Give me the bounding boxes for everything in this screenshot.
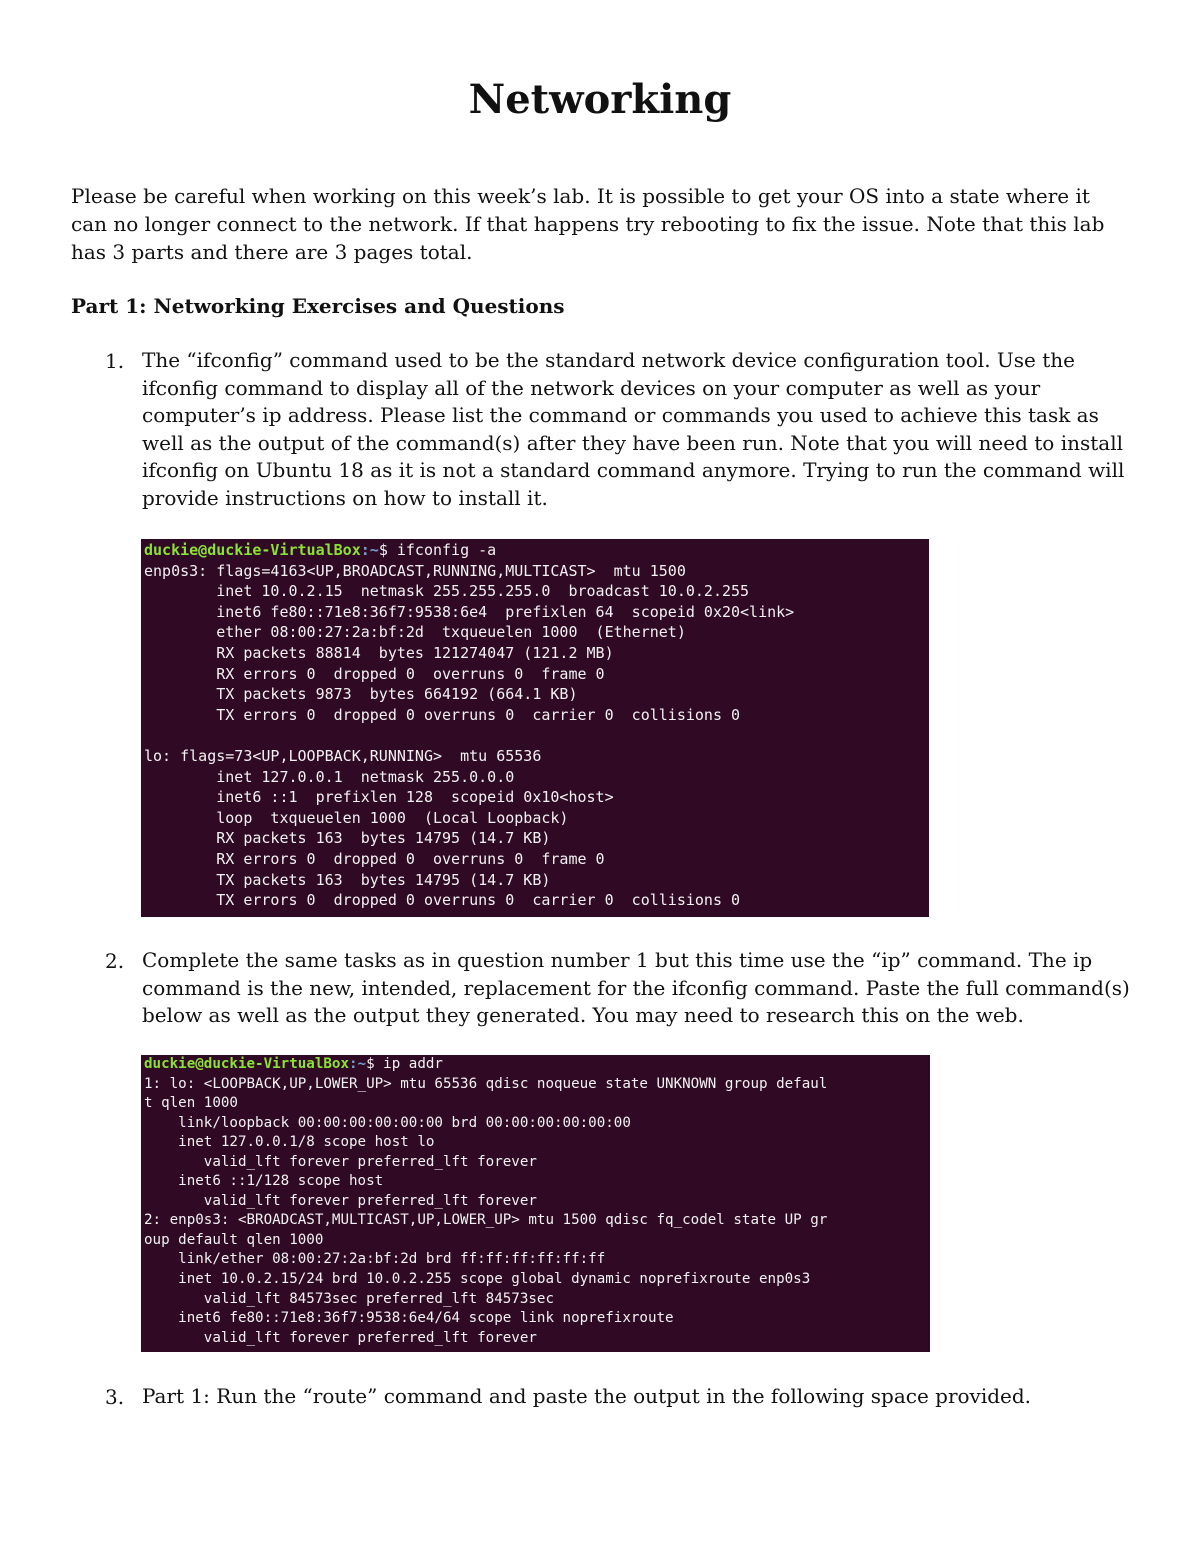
prompt-path: :~ [349,1056,367,1072]
terminal-output-line: inet6 ::1 prefixlen 128 scopeid 0x10<host> [144,788,614,807]
question-3-text: Part 1: Run the “route” command and paste the output in the following space provided. [142,1384,1032,1408]
terminal-output-line: valid_lft forever preferred_lft forever [144,1192,537,1209]
terminal-output-line: link/ether 08:00:27:2a:bf:2d brd ff:ff:ff:ff:ff:ff [144,1251,606,1268]
terminal-output-line: 1: lo: <LOOPBACK,UP,LOWER_UP> mtu 65536 qdisc noqueue state UNKNOWN group defaul [144,1075,828,1092]
terminal-output-line: valid_lft forever preferred_lft forever [144,1329,537,1346]
question-3-number: 3. [105,1385,125,1409]
terminal-prompt-line [144,1055,930,1075]
terminal-output-line: ether 08:00:27:2a:bf:2d txqueuelen 1000 (Ethernet) [144,623,686,642]
terminal-output-line: TX packets 9873 bytes 664192 (664.1 KB) [144,685,578,704]
terminal-output-line: oup default qlen 1000 [144,1231,324,1248]
prompt-command: $ ip addr [366,1056,443,1072]
ifconfig-terminal-screenshot [141,539,929,917]
terminal-output-line: RX packets 88814 bytes 121274047 (121.2 MB) [144,643,614,662]
terminal-output-line: inet 10.0.2.15/24 brd 10.0.2.255 scope global dynamic noprefixroute enp0s3 [144,1271,811,1288]
intro-paragraph: Please be careful when working on this week’s lab. It is possible to get your OS into a state where it can no longer connect to the network. If that happens try rebooting to fix the issue. Note that this lab has 3 parts and there are 3 pages total. [71,184,1105,264]
terminal-output-line: TX errors 0 dropped 0 overruns 0 carrier 0 collisions 0 [144,705,741,724]
terminal-output-line: valid_lft forever preferred_lft forever [144,1153,537,1170]
prompt-path: :~ [360,541,379,559]
terminal-output-line: lo: flags=73<UP,LOOPBACK,RUNNING> mtu 65536 [144,746,542,765]
question-1-number: 1. [105,349,125,373]
terminal-output-line: RX packets 163 bytes 14795 (14.7 KB) [144,829,551,848]
question-2-number: 2. [105,949,125,973]
ip-addr-terminal-screenshot [141,1055,930,1352]
terminal-output-line: RX errors 0 dropped 0 overruns 0 frame 0 [144,664,605,683]
terminal-output-line: loop txqueuelen 1000 (Local Loopback) [144,808,569,827]
terminal-output-line: inet6 ::1/128 scope host [144,1173,384,1190]
terminal-output-line: TX errors 0 dropped 0 overruns 0 carrier 0 collisions 0 [144,891,741,910]
question-2-text: Complete the same tasks as in question number 1 but this time use the “ip” command. The ip command is the new, intended, replacement for the ifconfig command. Paste the full command(s) below as well as the output they generated. You may need to research this on the web. [142,948,1130,1027]
terminal-output-line: valid_lft 84573sec preferred_lft 84573sec [144,1290,554,1307]
part1-heading: Part 1: Networking Exercises and Questions [71,294,565,318]
terminal-output-line: RX errors 0 dropped 0 overruns 0 frame 0 [144,849,605,868]
terminal-output-line: inet 127.0.0.1/8 scope host lo [144,1134,435,1151]
page-title: Networking [468,76,732,123]
terminal-output-line: enp0s3: flags=4163<UP,BROADCAST,RUNNING,MULTICAST> mtu 1500 [144,561,686,580]
terminal-output-line: inet 10.0.2.15 netmask 255.255.255.0 broadcast 10.0.2.255 [144,582,750,601]
terminal-output-line: 2: enp0s3: <BROADCAST,MULTICAST,UP,LOWER_UP> mtu 1500 qdisc fq_codel state UP gr [144,1212,828,1229]
terminal-output-line: t qlen 1000 [144,1095,238,1112]
terminal-output-line [144,725,929,746]
prompt-user: duckie@duckie-VirtualBox [144,541,361,559]
terminal-output-line: inet6 fe80::71e8:36f7:9538:6e4/64 scope link noprefixroute [144,1310,674,1327]
question-1-text: The “ifconfig” command used to be the standard network device configuration tool. Use the ifconfig command to display all of the network devices on your computer as well as your computer’s ip address. Please list the command or commands you used to achieve this task as well as the output of the command(s) after they have been run. Note that you will need to install ifconfig on Ubuntu 18 as it is not a standard command anymore. Trying to run the command will provide instructions on how to install it. [142,348,1125,510]
terminal-output-line: link/loopback 00:00:00:00:00:00 brd 00:00:00:00:00:00 [144,1114,631,1131]
prompt-user: duckie@duckie-VirtualBox [144,1056,349,1072]
terminal-prompt-line [144,540,929,561]
terminal-output-line: inet 127.0.0.1 netmask 255.0.0.0 [144,767,515,786]
terminal-output-line: inet6 fe80::71e8:36f7:9538:6e4 prefixlen 64 scopeid 0x20<link> [144,602,795,621]
prompt-command: $ ifconfig -a [378,541,497,559]
terminal-output-line: TX packets 163 bytes 14795 (14.7 KB) [144,870,551,889]
